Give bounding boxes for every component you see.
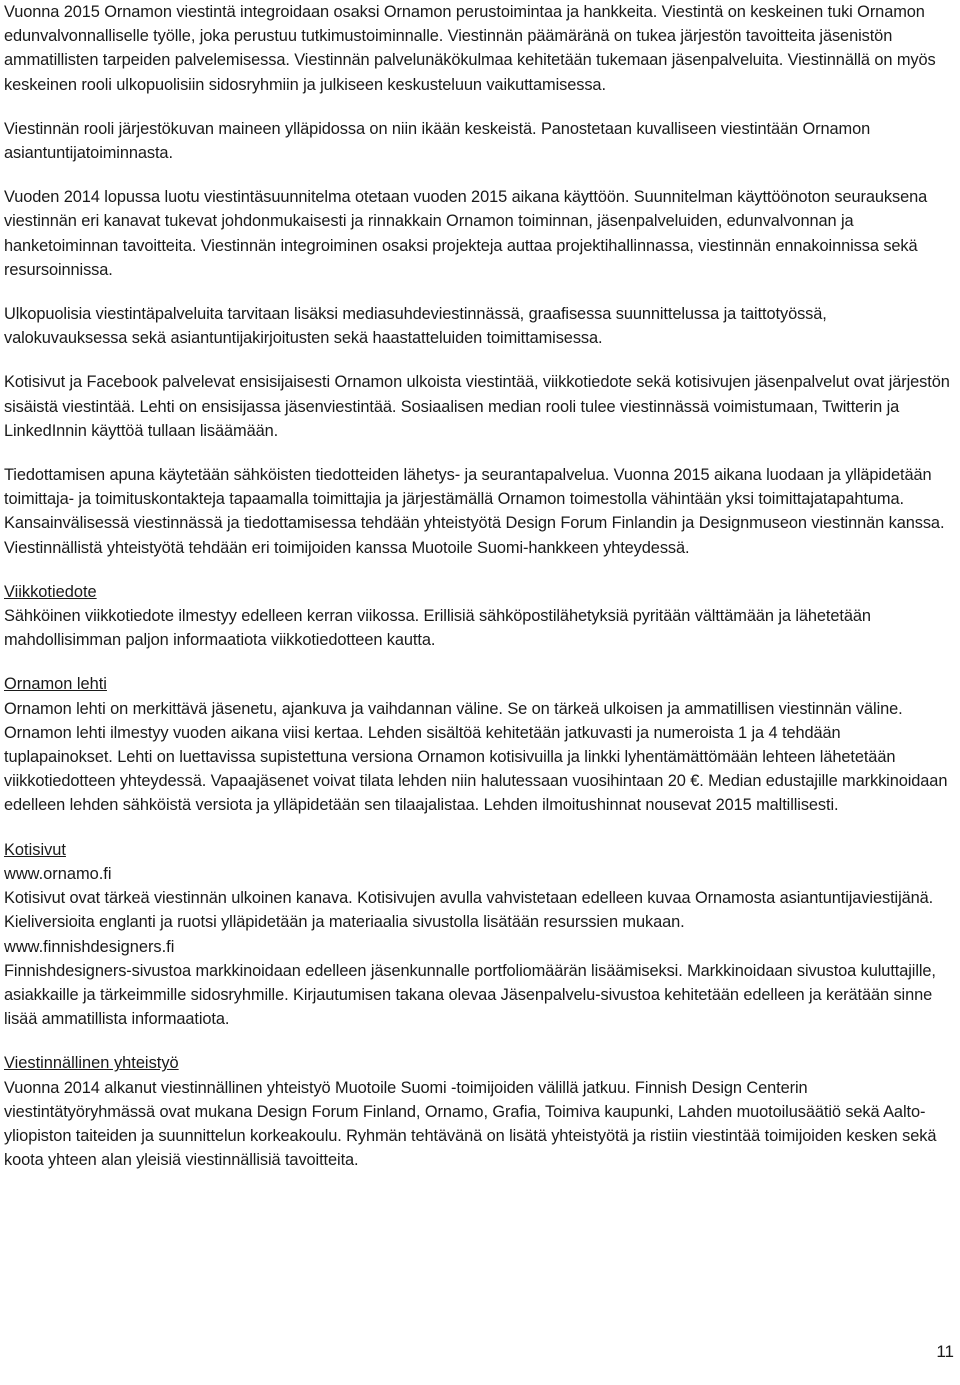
- body-finnishdesigners-site: Finnishdesigners-sivustoa markkinoidaan edelleen jäsenkunnalle portfoliomäärän lisäämiseksi. Markkinoidaan sivustoa kuluttajille, asiakkaille ja tärkeimmille sidosryhmille. Kirjautumisen takana olevaa Jäsenpalvelu-sivustoa kehitetään edelleen ja kerätään sinne lisää ammatillista informaatiota.: [4, 961, 936, 1029]
- section-ornamon-lehti: [4, 672, 950, 817]
- paragraph-communication-plan: Vuoden 2014 lopussa luotu viestintäsuunnitelma otetaan vuoden 2015 aikana käyttöön. Suunnitelman käyttöönoton seurauksena viestinnän eri kanavat tukevat johdonmukaisesti ja rinnakkain Ornamon toiminnan, jäsenpalveluiden, edunvalvonnan ja hanketoiminnan tavoitteita. Viestinnän integroiminen osaksi projekteja auttaa projektihallinnassa, viestinnän ennakoinnissa sekä resursoinnissa.: [4, 188, 928, 279]
- section-viikkotiedote: [4, 580, 950, 653]
- paragraph-reputation: Viestinnän rooli järjestökuvan maineen ylläpidossa on niin ikään keskeistä. Panostetaan kuvalliseen viestintään Ornamon asiantuntijatoiminnasta.: [4, 119, 871, 163]
- site-ornamo: www.ornamo.fi: [4, 864, 112, 883]
- page-number: 11: [936, 1342, 954, 1361]
- body-ornamo-site: Kotisivut ovat tärkeä viestinnän ulkoinen kanava. Kotisivujen avulla vahvistetaan edelleen kuvaa Ornamosta asiantuntijaviestijänä. Kieliversioita englanti ja ruotsi ylläpidetään ja materiaalia sivustolla lisätään resurssien mukaan.: [4, 889, 934, 932]
- paragraph-intro: Vuonna 2015 Ornamon viestintä integroidaan osaksi Ornamon perustoimintaa ja hankkeita. Viestintä on keskeinen tuki Ornamon edunvalvonnalliselle työlle, joka perustuu tutkimustoiminnalle. Viestinnän päämäränä on tukea järjestön tavoitteita jäsenistön ammatillisten tarpeiden palvelemisessa. Viestinnän palvelunäkökulmaa kehitetään tukemaan jäsenpalveluita. Viestinnällä on myös keskeinen rooli ulkopuolisiin sidosryhmiin ja julkiseen keskusteluun vaikuttamisessa.: [4, 3, 936, 94]
- heading-kotisivut: Kotisivut: [4, 840, 66, 859]
- paragraph-channels: Kotisivut ja Facebook palvelevat ensisijaisesti Ornamon ulkoista viestintää, viikkotiedote sekä kotisivujen jäsenpalvelut ovat järjestön sisäistä viestintää. Lehti on ensisijassa jäsenviestintää. Sosiaalisen median rooli tulee viestinnässä voimistumaan, Twitterin ja LinkedInnin käyttöä tullaan lisäämään.: [4, 373, 950, 440]
- paragraph-press: Tiedottamisen apuna käytetään sähköisten tiedotteiden lähetys- ja seurantapalvelua. Vuonna 2015 aikana luodaan ja ylläpidetään toimittaja- ja toimituskontakteja tapaamalla toimittajia ja järjestämällä Ornamon toimestolla vähintään yksi toimittajatapahtuma. Kansainvälisessä viestinnässä ja tiedottamisessa tehdään yhteistyötä Design Forum Finlandin ja Designmuseon viestinnän kanssa. Viestinnällistä yhteistyötä tehdään eri toimijoiden kanssa Muotoile Suomi-hankkeen yhteydessä.: [4, 466, 945, 557]
- body-yhteistyo: Vuonna 2014 alkanut viestinnällinen yhteistyö Muotoile Suomi -toimijoiden välillä jatkuu. Finnish Design Centerin viestintätyöryhmässä ovat mukana Design Forum Finland, Ornamo, Grafia, Toimiva kaupunki, Lahden muotoilusäätiö sekä Aalto-yliopiston taiteiden ja suunnittelun korkeakoulu. Ryhmän tehtävänä on lisätä yhteistyötä ja ristiin viestintää toimijoiden kesken sekä koota yhteen alan yleisiä viestinnällisiä tavoitteita.: [4, 1078, 937, 1170]
- document-page: [4, 0, 950, 1172]
- heading-ornamon-lehti: Ornamon lehti: [4, 675, 107, 694]
- heading-viikkotiedote: Viikkotiedote: [4, 582, 97, 601]
- site-finnishdesigners: www.finnishdesigners.fi: [4, 937, 175, 956]
- paragraph-external-services: Ulkopuolisia viestintäpalveluita tarvitaan lisäksi mediasuhdeviestinnässä, graafisessa suunnittelussa ja taittotyössä, valokuvauksessa sekä asiantuntijakirjoitusten sekä haastatteluiden toimittamisessa.: [4, 305, 827, 348]
- section-kotisivut: [4, 838, 950, 1032]
- section-yhteistyo: [4, 1051, 950, 1172]
- body-ornamon-lehti: Ornamon lehti on merkittävä jäsenetu, ajankuva ja vaihdannan väline. Se on tärkeä ulkoisen ja ammatillisen viestinnän väline. Ornamon lehti ilmestyy vuoden aikana viisi kertaa. Lehden sisältöä kehitetään jatkuvasti ja numeroista 1 ja 4 tehdään tuplapainokset. Lehti on luettavissa supistettuna versiona Ornamon kotisivuilla ja linkki lyhentämättömään lehteen lähetetään viikkotiedotteen yhteydessä. Vapaajäsenet voivat tilata lehden niin halutessaan vuosihintaan 20 €. Median edustajille markkinoidaan edelleen lehden sähköistä versiota ja ylläpidetään sen tilaajalistaa. Lehden ilmoitushinnat nousevat 2015 maltillisesti.: [4, 699, 948, 815]
- body-viikkotiedote: Sähköinen viikkotiedote ilmestyy edelleen kerran viikossa. Erillisiä sähköpostilähetyksiä pyritään välttämään ja lähetetään mahdollisimman paljon informaatiota viikkotiedotteen kautta.: [4, 607, 871, 650]
- heading-yhteistyo: Viestinnällinen yhteistyö: [4, 1054, 179, 1073]
